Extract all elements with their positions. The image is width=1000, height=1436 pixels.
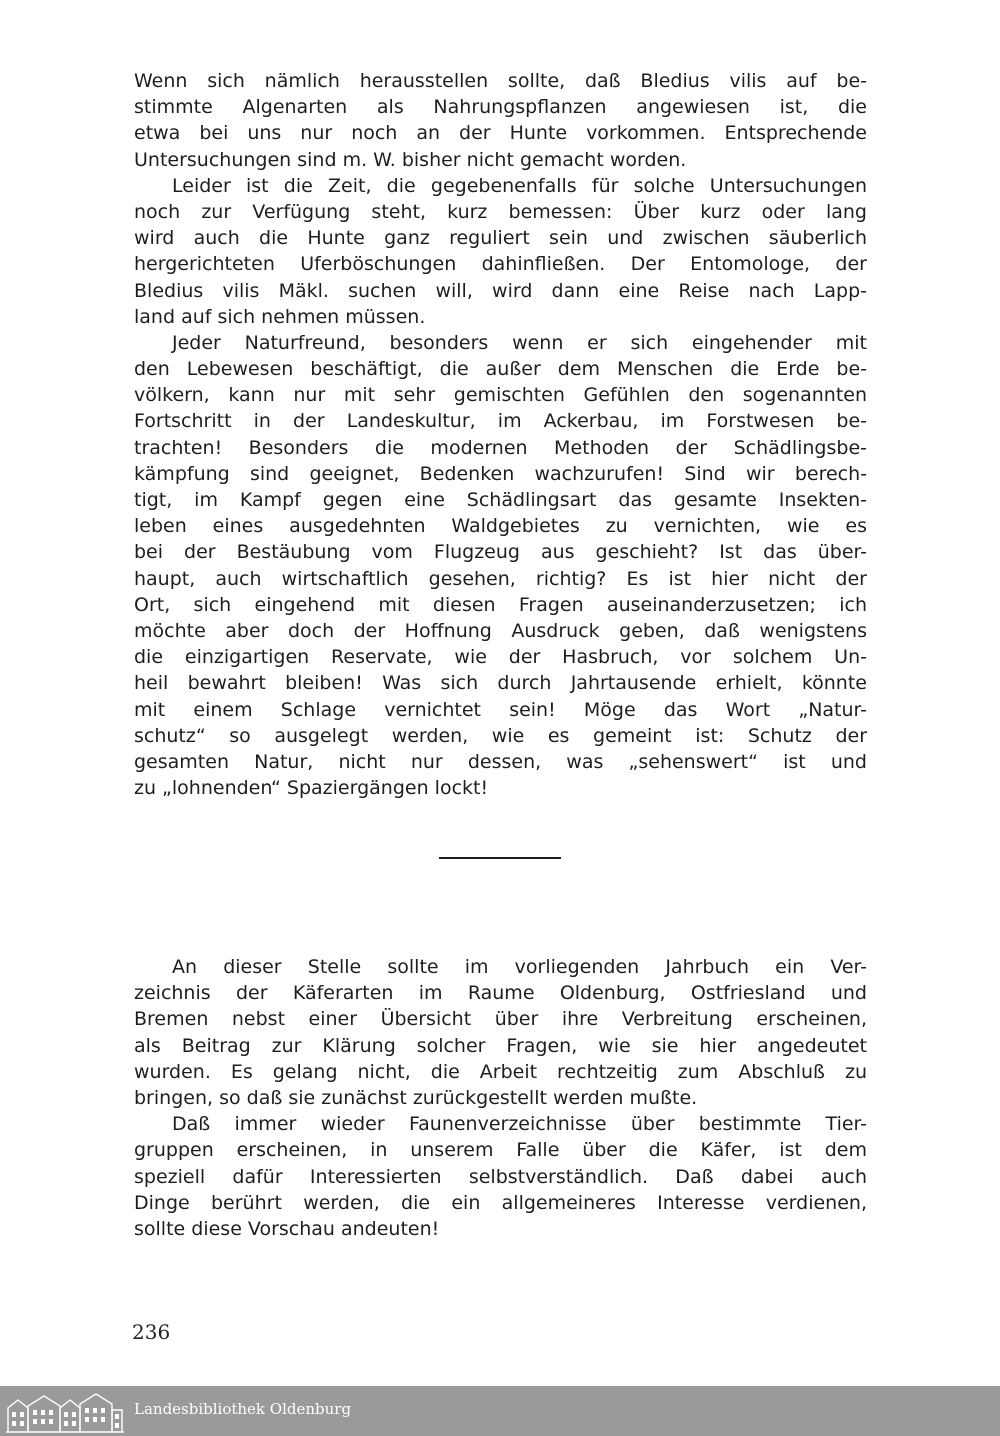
text-line: als Beitrag zur Klärung solcher Fragen, wie sie hier angedeutet	[134, 1034, 867, 1057]
text-line: Ort, sich eingehend mit diesen Fragen auseinanderzusetzen; ich	[134, 593, 867, 616]
text-line: völkern, kann nur mit sehr gemischten Gefühlen den sogenannten	[134, 384, 867, 407]
text-line: An dieser Stelle sollte im vorliegenden Jahrbuch ein Ver-	[172, 956, 867, 978]
text-line: hergerichteten Uferböschungen dahinfließen. Der Entomologe, der	[134, 253, 867, 276]
text-line: stimmte Algenarten als Nahrungspflanzen angewiesen ist, die	[134, 96, 867, 119]
text-line: bringen, so daß sie zunächst zurückgestellt werden mußte.	[134, 1086, 698, 1109]
library-footer-bar	[0, 1386, 1000, 1436]
text-line: bei der Bestäubung vom Flugzeug aus geschieht? Ist das über-	[134, 541, 867, 564]
text-line: zu „lohnenden“ Spaziergängen lockt!	[134, 777, 489, 800]
section-divider	[439, 857, 561, 859]
text-line: gruppen erscheinen, in unserem Falle über die Käfer, ist dem	[134, 1139, 867, 1162]
text-line: den Lebewesen beschäftigt, die außer dem Menschen die Erde be-	[134, 358, 867, 381]
body-text-section-1	[134, 68, 867, 801]
text-line: gesamten Natur, nicht nur dessen, was „sehenswert“ ist und	[134, 750, 867, 773]
text-line: Daß immer wieder Faunenverzeichnisse über bestimmte Tier-	[172, 1113, 867, 1136]
text-line: schutz“ so ausgelegt werden, wie es gemeint ist: Schutz der	[134, 724, 867, 747]
text-line: leben eines ausgedehnten Waldgebietes zu vernichten, wie es	[134, 515, 867, 538]
body-text-section-2	[134, 954, 867, 1242]
library-building-logo-icon	[4, 1388, 126, 1434]
text-line: Jeder Naturfreund, besonders wenn er sich eingehender mit	[172, 331, 867, 354]
text-line: wurden. Es gelang nicht, die Arbeit rechtzeitig zum Abschluß zu	[134, 1060, 867, 1083]
text-line: Untersuchungen sind m. W. bisher nicht gemacht worden.	[134, 148, 687, 171]
text-line: Bremen nebst einer Übersicht über ihre Verbreitung erscheinen,	[134, 1008, 867, 1031]
text-line: die einzigartigen Reservate, wie der Hasbruch, vor solchem Un-	[134, 646, 867, 669]
text-line: tigt, im Kampf gegen eine Schädlingsart das gesamte Insekten-	[134, 489, 867, 511]
text-line: Dinge berührt werden, die ein allgemeineres Interesse verdienen,	[134, 1191, 867, 1214]
text-line: trachten! Besonders die modernen Methoden der Schädlingsbe-	[134, 436, 867, 459]
text-line: möchte aber doch der Hoffnung Ausdruck geben, daß wenigstens	[134, 619, 867, 642]
text-line: kämpfung sind geeignet, Bedenken wachzurufen! Sind wir berech-	[134, 462, 867, 485]
text-line: etwa bei uns nur noch an der Hunte vorkommen. Entsprechende	[134, 122, 867, 145]
text-line: Wenn sich nämlich herausstellen sollte, daß Bledius vilis auf be-	[134, 70, 867, 92]
text-line: Leider ist die Zeit, die gegebenenfalls für solche Untersuchungen	[172, 174, 867, 197]
text-line: Fortschritt in der Landeskultur, im Ackerbau, im Forstwesen be-	[134, 410, 867, 433]
text-line: land auf sich nehmen müssen.	[134, 305, 426, 328]
page-number: 236	[132, 1320, 171, 1344]
library-name: Landesbibliothek Oldenburg	[134, 1400, 352, 1418]
text-line: noch zur Verfügung steht, kurz bemessen: Über kurz oder lang	[134, 200, 867, 223]
text-line: sollte diese Vorschau andeuten!	[134, 1217, 440, 1240]
text-line: zeichnis der Käferarten im Raume Oldenburg, Ostfriesland und	[134, 982, 867, 1005]
text-line: Bledius vilis Mäkl. suchen will, wird dann eine Reise nach Lapp-	[134, 279, 867, 302]
text-line: haupt, auch wirtschaftlich gesehen, richtig? Es ist hier nicht der	[134, 567, 867, 590]
text-line: mit einem Schlage vernichtet sein! Möge das Wort „Natur-	[134, 698, 867, 721]
text-line: wird auch die Hunte ganz reguliert sein und zwischen säuberlich	[134, 227, 867, 250]
text-line: heil bewahrt bleiben! Was sich durch Jahrtausende erhielt, könnte	[134, 672, 867, 695]
text-line: speziell dafür Interessierten selbstverständlich. Daß dabei auch	[134, 1165, 867, 1188]
